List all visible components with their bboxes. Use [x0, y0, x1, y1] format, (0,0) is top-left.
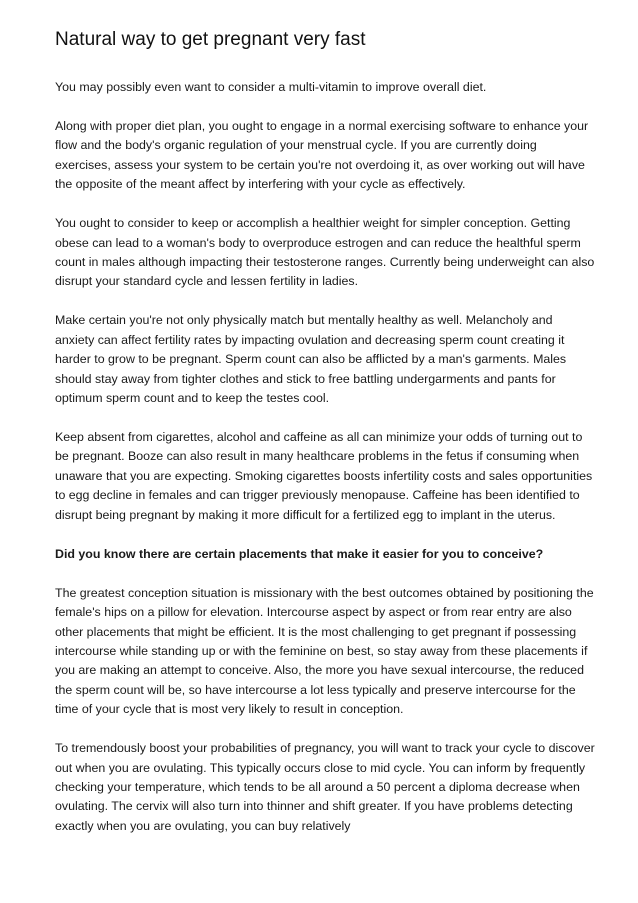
paragraph-placements: The greatest conception situation is missionary with the best outcomes obtained by positioning the female's hips on a pillow for elevation. Intercourse aspect by aspect or from rear entry are also other placements that might be efficient. It is the most challenging to get pregnant if possessing intercourse while standing up or with the feminine on best, so stay away from these placements if you are making an attempt to conceive. Also, the more you have sexual intercourse, the reduced the sperm count will be, so have intercourse a lot less typically and preserve intercourse for the time of your cycle that is most very likely to result in conception. — [55, 585, 594, 717]
section-subheading: Did you know there are certain placements that make it easier for you to conceive? — [55, 546, 544, 561]
paragraph-multivitamin: You may possibly even want to consider a multi-vitamin to improve overall diet. — [55, 80, 487, 94]
paragraph-exercise: Along with proper diet plan, you ought to engage in a normal exercising software to enhance your flow and the body's organic regulation of your menstrual cycle. If you are currently doing exercises, assess your system to be certain you're not overdoing it, as over working out will have the opposite of the meant affect by interfering with your cycle as effectively. — [55, 119, 589, 192]
paragraph-mental-health: Make certain you're not only physically match but mentally healthy as well. Melancholy and anxiety can affect fertility rates by impacting ovulation and decreasing sperm count creating it harder to grow to be pregnant. Sperm count can also be afflicted by a man's garments. Males should stay away from tighter clothes and stick to free battling undergarments and pants for optimum sperm count and to keep the testes cool. — [55, 313, 567, 406]
paragraph-cigarettes-alcohol: Keep absent from cigarettes, alcohol and caffeine as all can minimize your odds of turning out to be pregnant. Booze can also result in many healthcare problems in the fetus if consuming when unaware that you are expecting. Smoking cigarettes boosts infertility costs and sales opportunities to egg decline in females and can trigger previously menopause. Caffeine has been identified to disrupt being pregnant by making it more difficult for a fertilized egg to implant in the uterus. — [55, 430, 593, 522]
paragraph-weight: You ought to consider to keep or accomplish a healthier weight for simpler conception. Getting obese can lead to a woman's body to overproduce estrogen and can reduce the healthful sperm count in males although impacting their testosterone ranges. Currently being underweight can also disrupt your standard cycle and lessen fertility in ladies. — [55, 216, 595, 289]
document-page — [55, 28, 595, 856]
document-title: Natural way to get pregnant very fast — [55, 29, 366, 50]
paragraph-ovulation-tracking: To tremendously boost your probabilities of pregnancy, you will want to track your cycle to discover out when you are ovulating. This typically occurs close to mid cycle. You can inform by frequently checking your temperature, which tends to be all around a 50 percent a diploma decrease when ovulating. The cervix will also turn into thinner and shift greater. If you have problems detecting exactly when you are ovulating, you can buy relatively — [55, 741, 595, 833]
